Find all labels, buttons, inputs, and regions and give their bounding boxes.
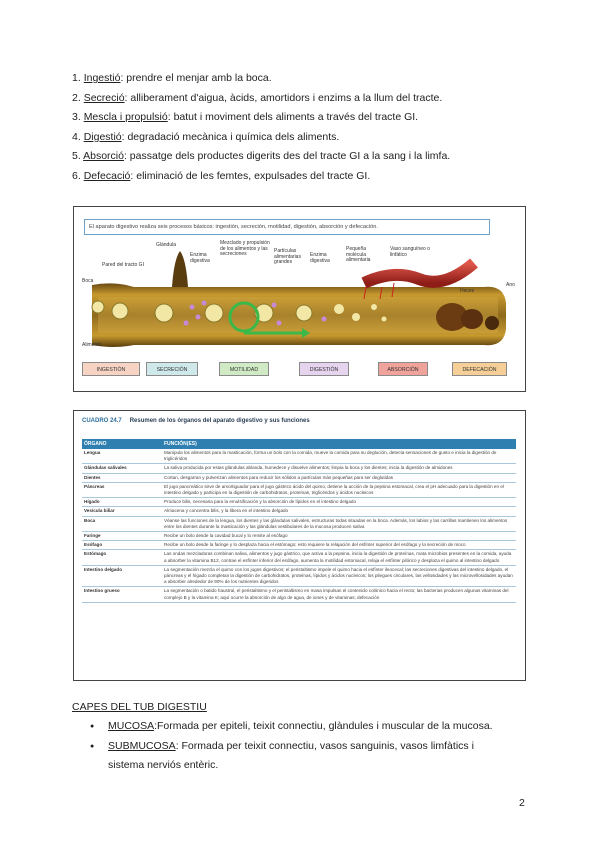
table-row — [82, 464, 516, 473]
figure-caption: El aparato digestivo realiza seis procesos básicos: ingestión, secreción, motilidad, digestión, absorción y defecación. — [84, 219, 490, 235]
table-row — [82, 587, 516, 602]
layers-list — [90, 717, 493, 776]
organ-cell: Vesícula biliar — [84, 508, 115, 514]
function-cell: Recibe un bolo desde la faringe y lo desplaza hacia el estómago; esto requiere la relajación del esfínter superior del esófago y la secreción de moco — [164, 542, 466, 548]
food-particle — [382, 317, 387, 322]
function-cell: El jugo pancreático sirve de amortiguador para el jugo gástrico ácido del quimo, detiene la acción de la pepsina estomacal, crea el pH adecuado para la digestión en el intestino delgado y participa en la digestión de carbohidratos, proteínas, triglicéridos y ácidos nucleicos — [164, 483, 504, 496]
label-mezclado: Mezclado y propulsión de los alimentos y las secreciones — [220, 240, 270, 258]
function-cell: Cortan, desgarran y pulverizan alimentos para reducir los sólidos a partículas más pequeñas para ser deglutidas — [164, 474, 394, 480]
enzyme-dot — [277, 321, 282, 326]
function-cell: Recibe un bolo desde la cavidad bucal y lo remite al esófago — [164, 533, 288, 539]
table-row — [82, 498, 516, 507]
label-enzima-digestiva: Enzima digestiva — [190, 252, 210, 264]
page-number: 2 — [519, 797, 525, 809]
digestive-process-figure — [73, 206, 526, 392]
table-row — [82, 474, 516, 483]
enzyme-dot — [196, 315, 201, 320]
enzyme-dot — [190, 305, 195, 310]
organ-cell: Intestino grueso — [84, 588, 120, 594]
label-pequena: Pequeña molécula alimentaria — [346, 246, 371, 264]
col-function: FUNCIÓN(ES) — [164, 441, 197, 447]
food-particle — [352, 313, 360, 321]
table-heading — [82, 418, 310, 424]
table-row — [82, 541, 516, 550]
food-particle — [371, 304, 377, 310]
organ-cell: Dientes — [84, 474, 101, 480]
organ-cell: Páncreas — [84, 483, 105, 489]
layers-title: CAPES DEL TUB DIGESTIU — [72, 701, 207, 713]
function-cell: La saliva producida por estas glándulas ablanda, humedece y disuelve alimentos; limpia la boca y los dientes; inicia la digestión de almidones — [164, 465, 453, 471]
food-particle — [334, 304, 344, 314]
organ-cell: Esófago — [84, 542, 103, 548]
label-alimento: Alimento — [82, 342, 102, 348]
label-ano: Ano — [506, 282, 515, 288]
step-defecation: DEFECACIÓN — [452, 362, 507, 376]
table-number: CUADRO 24.7 — [82, 418, 122, 424]
organ-cell: Estómago — [84, 551, 107, 557]
food-bolus — [296, 305, 312, 321]
phase-item: 3. Mescla i propulsió: batut i moviment dels aliments a través del tracte GI. — [72, 111, 419, 124]
table-body — [82, 449, 516, 603]
phase-item: 2. Secreció: alliberament d'aigua, àcids, amortidors i enzims a la llum del tracte. — [72, 91, 443, 104]
table-row — [82, 507, 516, 516]
organ-cell: Intestino delgado — [84, 566, 123, 572]
layer-item: ● MUCOSA:Formada per epiteli, teixit connectiu, glàndules i muscular de la mucosa. — [90, 717, 493, 737]
enzyme-dot — [202, 301, 207, 306]
function-cell: Véanse las funciones de la lengua, los dientes y las glándulas salivales, estructuras todas situadas en la boca. Además, los labios y las carrillas mantienen los alimentos entre los dientes durante la masticación y las glándulas vestibulares de la mucosa producen saliva — [164, 517, 508, 529]
table-row — [82, 532, 516, 541]
organ-cell: Boca — [84, 517, 96, 523]
food-bolus — [155, 304, 173, 322]
function-cell: Manipula los alimentos para la masticación, forma un bolo con la comida, mueve la comida para su deglución, detecta sensaciones de gusto e inicia la digestión de triglicéridos — [164, 450, 497, 462]
label-heces: Heces — [460, 288, 475, 294]
table-title: Resumen de los órganos del aparato digestivo y sus funciones — [129, 418, 310, 424]
food-bolus — [92, 301, 104, 313]
label-boca: Boca — [82, 278, 94, 284]
table-row — [82, 449, 516, 464]
label-pared: Pared del tracto GI — [102, 262, 144, 268]
feces — [485, 316, 499, 330]
step-digestion: DIGESTIÓN — [299, 362, 349, 376]
organ-cell: Hígado — [84, 499, 100, 505]
step-absorption: ABSORCIÓN — [378, 362, 428, 376]
phase-item: 1. Ingestió: prendre el menjar amb la boca. — [72, 72, 272, 84]
food-bolus — [112, 303, 128, 319]
label-vaso: Vaso sanguíneo o linfático — [390, 246, 430, 258]
organ-cell: Glándulas salivales — [84, 465, 127, 471]
table-row — [82, 517, 516, 532]
food-bolus — [205, 304, 223, 322]
enzyme-dot — [184, 321, 189, 326]
function-cell: Almacena y concentra bilis, y la libera en el intestino delgado — [164, 508, 289, 514]
function-cell: La segmentación o batido haustral, el peristaltismo y el peristaltismo en masa impulsan el contenido colónico hacia el recto; las bacterias producen algunas vitaminas del complejo B y la vitamina K; aquí ocurre la absorción de algo de agua, de iones y de vitaminas; defecación — [164, 588, 509, 600]
label-glandula: Glándula — [156, 242, 177, 248]
enzyme-dot — [322, 317, 327, 322]
feces — [461, 309, 483, 329]
organ-cell: Faringe — [84, 533, 101, 539]
layer-item: ● SUBMUCOSA: Formada per teixit connectiu, vasos sanguinis, vasos limfàtics i sistema nerviós entèric. — [90, 737, 493, 776]
step-secretion: SECRECIÓN — [146, 362, 198, 376]
phase-item: 5. Absorció: passatge dels productes digerits des del tracte GI a la sang i la limfa. — [72, 150, 451, 163]
digestive-phases-list — [72, 69, 450, 187]
table-row — [82, 550, 516, 565]
label-particulas: Partículas alimentarias grandes — [274, 248, 301, 266]
gland — [172, 251, 188, 287]
organ-cell: Lengua — [84, 450, 101, 455]
organ-function-table — [73, 410, 526, 681]
col-organ: ÓRGANO — [84, 441, 107, 447]
blood-vessel — [364, 263, 474, 283]
phase-item: 4. Digestió: degradació mecànica i química dels aliments. — [72, 130, 340, 143]
function-cell: La segmentación mezcla el quimo con los jugos digestivos; el peristaltismo impele el quimo hacia el esfínter ileocecal; las secreciones digestivas del intestino delgado, el páncreas y el hígado completan la digestión de carbohidratos, proteínas, lípidos y ácidos nucleicos; los pliegues circulares, las vellosidades y las microvellosidades ayudan a absorber alrededor de 90% de los nutrientes digeridos — [164, 566, 513, 585]
step-motility: MOTILIDAD — [219, 362, 269, 376]
enzyme-dot — [272, 303, 277, 308]
table-row — [82, 483, 516, 498]
label-enzima: Enzima digestiva — [310, 252, 330, 264]
step-ingestion: INGESTIÓN — [82, 362, 140, 376]
function-cell: Las ondas mezcladoras combinan saliva, alimentos y jugo gástrico, que activa a la pepsina, inicia la digestión de proteínas, mata microbios presentes en la comida, ayuda a absorber la vitamina B12, contrae el esfínter inferior del esófago, aumenta la motilidad estomacal, relaja el esfínter pilórico y desplaza el quimo al intestino delgado — [164, 551, 512, 563]
table-header-row — [82, 439, 516, 449]
table-row — [82, 566, 516, 588]
phase-item: 6. Defecació: eliminació de les femtes, expulsades del tracte GI. — [72, 169, 371, 182]
function-cell: Produce bilis, necesaria para la emulsificación y la absorción de lípidos en el intestino delgado — [164, 499, 357, 505]
